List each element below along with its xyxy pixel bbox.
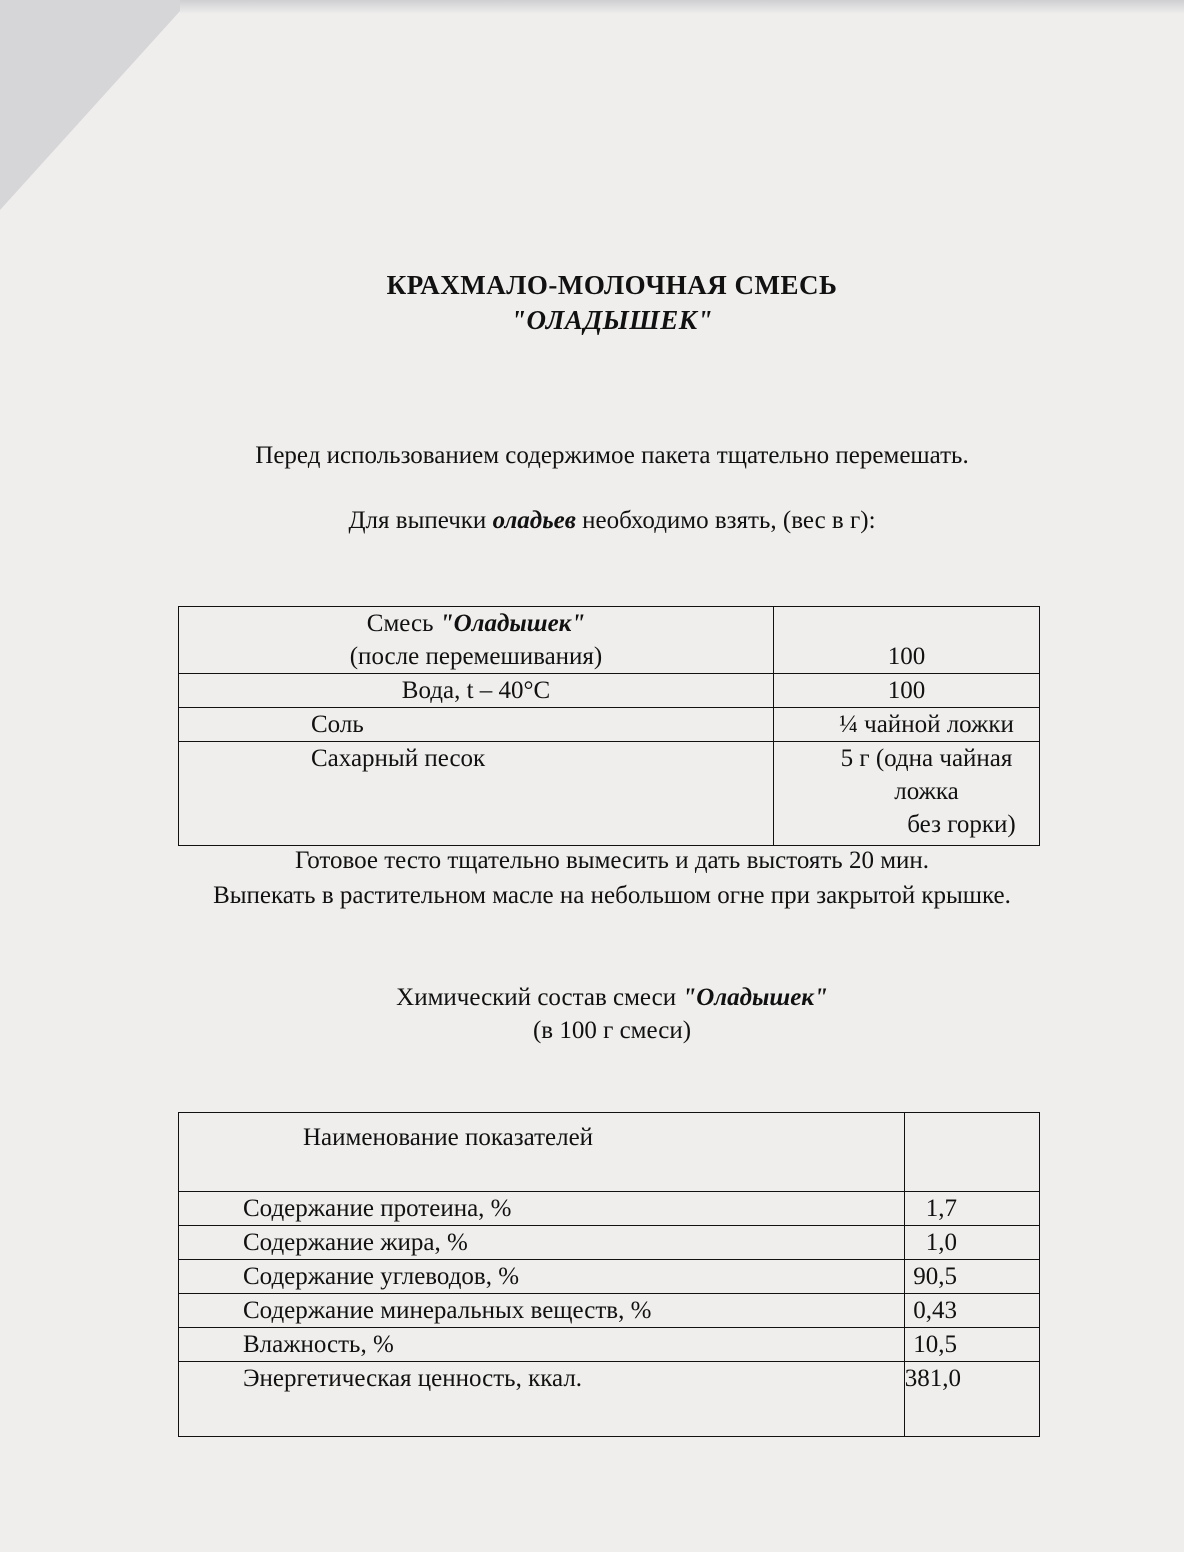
recipe-name-emphasis: "Оладышек" [439,610,586,637]
table-row [179,1362,1040,1437]
composition-name: Содержание жира, % [179,1226,905,1260]
product-name: "ОЛАДЫШЕК" [510,305,714,335]
product-title: КРАХМАЛО-МОЛОЧНАЯ СМЕСЬ [386,270,838,300]
table-row [179,708,1040,742]
composition-per: (в 100 г смеси) [532,1017,692,1044]
recipe-name-cell: Вода, t – 40°С [179,674,774,708]
recipe-value-cell: 100 [774,674,1040,708]
table-row [179,607,1040,674]
bake-emphasis: оладьев [492,507,576,534]
table-row [179,1328,1040,1362]
composition-value: 90,5 [904,1260,1039,1294]
page-fold-corner [0,0,190,210]
recipe-name-cell [179,607,774,674]
composition-name: Энергетическая ценность, ккал. [179,1362,905,1437]
composition-name: Содержание минеральных веществ, % [179,1294,905,1328]
table-row [179,674,1040,708]
recipe-name-sub: (после перемешивания) [349,643,603,670]
composition-value: 10,5 [904,1328,1039,1362]
table-row [179,1294,1040,1328]
recipe-value-sub: без горки) [907,811,1016,838]
recipe-table [178,606,1040,846]
table-header-row [179,1113,1040,1192]
composition-name: Содержание углеводов, % [179,1260,905,1294]
recipe-value-cell [774,742,1040,846]
composition-heading-emphasis: "Оладышек" [682,984,828,1011]
recipe-name-cell: Соль [179,708,774,742]
composition-heading [20,984,1184,1012]
composition-value: 0,43 [904,1294,1039,1328]
mix-instruction: Перед использованием содержимое пакета тщательно перемешать. [255,442,969,469]
recipe-value-cell: ¼ чайной ложки [774,708,1040,742]
bake-instruction [20,507,1184,535]
table-row [179,1260,1040,1294]
bake-prefix: Для выпечки [348,507,487,534]
composition-value: 381,0 [904,1362,1039,1437]
recipe-value: 100 [887,643,926,670]
recipe-value: 5 г (одна чайная ложка [840,745,1013,805]
recipe-name-cell: Сахарный песок [179,742,774,846]
composition-value: 1,7 [904,1192,1039,1226]
knead-instruction: Готовое тесто тщательно вымесить и дать выстоять 20 мин. [294,847,930,874]
recipe-value-cell [774,607,1040,674]
table-row [179,742,1040,846]
fry-instruction: Выпекать в растительном масле на небольшом огне при закрытой крышке. [213,882,1011,909]
bake-suffix: необходимо взять, (вес в г): [582,507,876,534]
table-row [179,1226,1040,1260]
composition-heading-prefix: Химический состав смеси [396,984,677,1011]
composition-value: 1,0 [904,1226,1039,1260]
composition-name: Влажность, % [179,1328,905,1362]
composition-header: Наименование показателей [179,1113,905,1192]
composition-header-value [904,1113,1039,1192]
composition-name: Содержание протеина, % [179,1192,905,1226]
table-row [179,1192,1040,1226]
page-top-edge [180,0,1184,14]
recipe-name-prefix: Смесь [366,610,434,637]
composition-table [178,1112,1040,1437]
